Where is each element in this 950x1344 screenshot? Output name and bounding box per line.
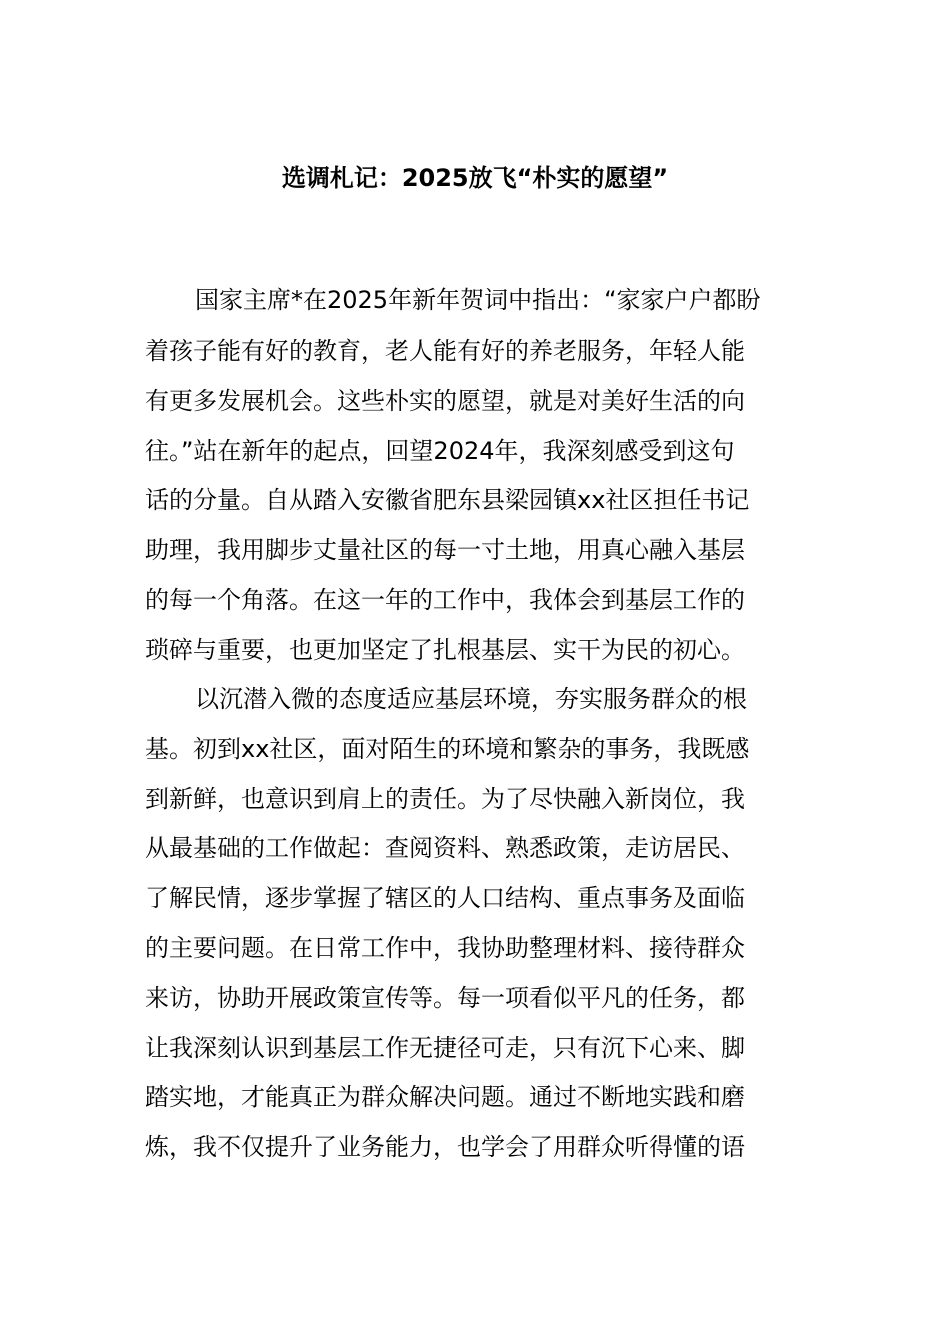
body-line-16: 让我深刻认识到基层工作无捷径可走，只有沉下心来、脚 <box>145 1034 745 1062</box>
body-line-12: 从最基础的工作做起：查阅资料、熟悉政策，走访居民、 <box>145 834 745 862</box>
body-line-2: 着孩子能有好的教育，老人能有好的养老服务，年轻人能 <box>145 337 745 365</box>
body-line-8: 琐碎与重要，也更加坚定了扎根基层、实干为民的初心。 <box>145 636 745 664</box>
document-title: 选调札记：2025放飞“朴实的愿望” <box>281 164 669 192</box>
body-line-1: 国家主席*在2025年新年贺词中指出：“家家户户都盼 <box>195 286 761 314</box>
body-line-11: 到新鲜，也意识到肩上的责任。为了尽快融入新岗位，我 <box>145 785 745 813</box>
body-line-17: 踏实地，才能真正为群众解决问题。通过不断地实践和磨 <box>145 1083 745 1111</box>
body-line-18: 炼，我不仅提升了业务能力，也学会了用群众听得懂的语 <box>145 1133 745 1161</box>
body-line-14: 的主要问题。在日常工作中，我协助整理材料、接待群众 <box>145 934 745 962</box>
body-line-7: 的每一个角落。在这一年的工作中，我体会到基层工作的 <box>145 586 745 614</box>
body-line-15: 来访，协助开展政策宣传等。每一项看似平凡的任务，都 <box>145 984 745 1012</box>
body-line-5: 话的分量。自从踏入安徽省肥东县梁园镇xx社区担任书记 <box>145 486 750 514</box>
body-line-9: 以沉潜入微的态度适应基层环境，夯实服务群众的根 <box>195 685 747 713</box>
body-line-10: 基。初到xx社区，面对陌生的环境和繁杂的事务，我既感 <box>145 735 750 763</box>
body-line-13: 了解民情，逐步掌握了辖区的人口结构、重点事务及面临 <box>145 884 745 912</box>
body-line-6: 助理，我用脚步丈量社区的每一寸土地，用真心融入基层 <box>145 536 745 564</box>
body-line-4: 往。”站在新年的起点，回望2024年，我深刻感受到这句 <box>145 437 735 465</box>
body-line-3: 有更多发展机会。这些朴实的愿望，就是对美好生活的向 <box>145 387 745 415</box>
